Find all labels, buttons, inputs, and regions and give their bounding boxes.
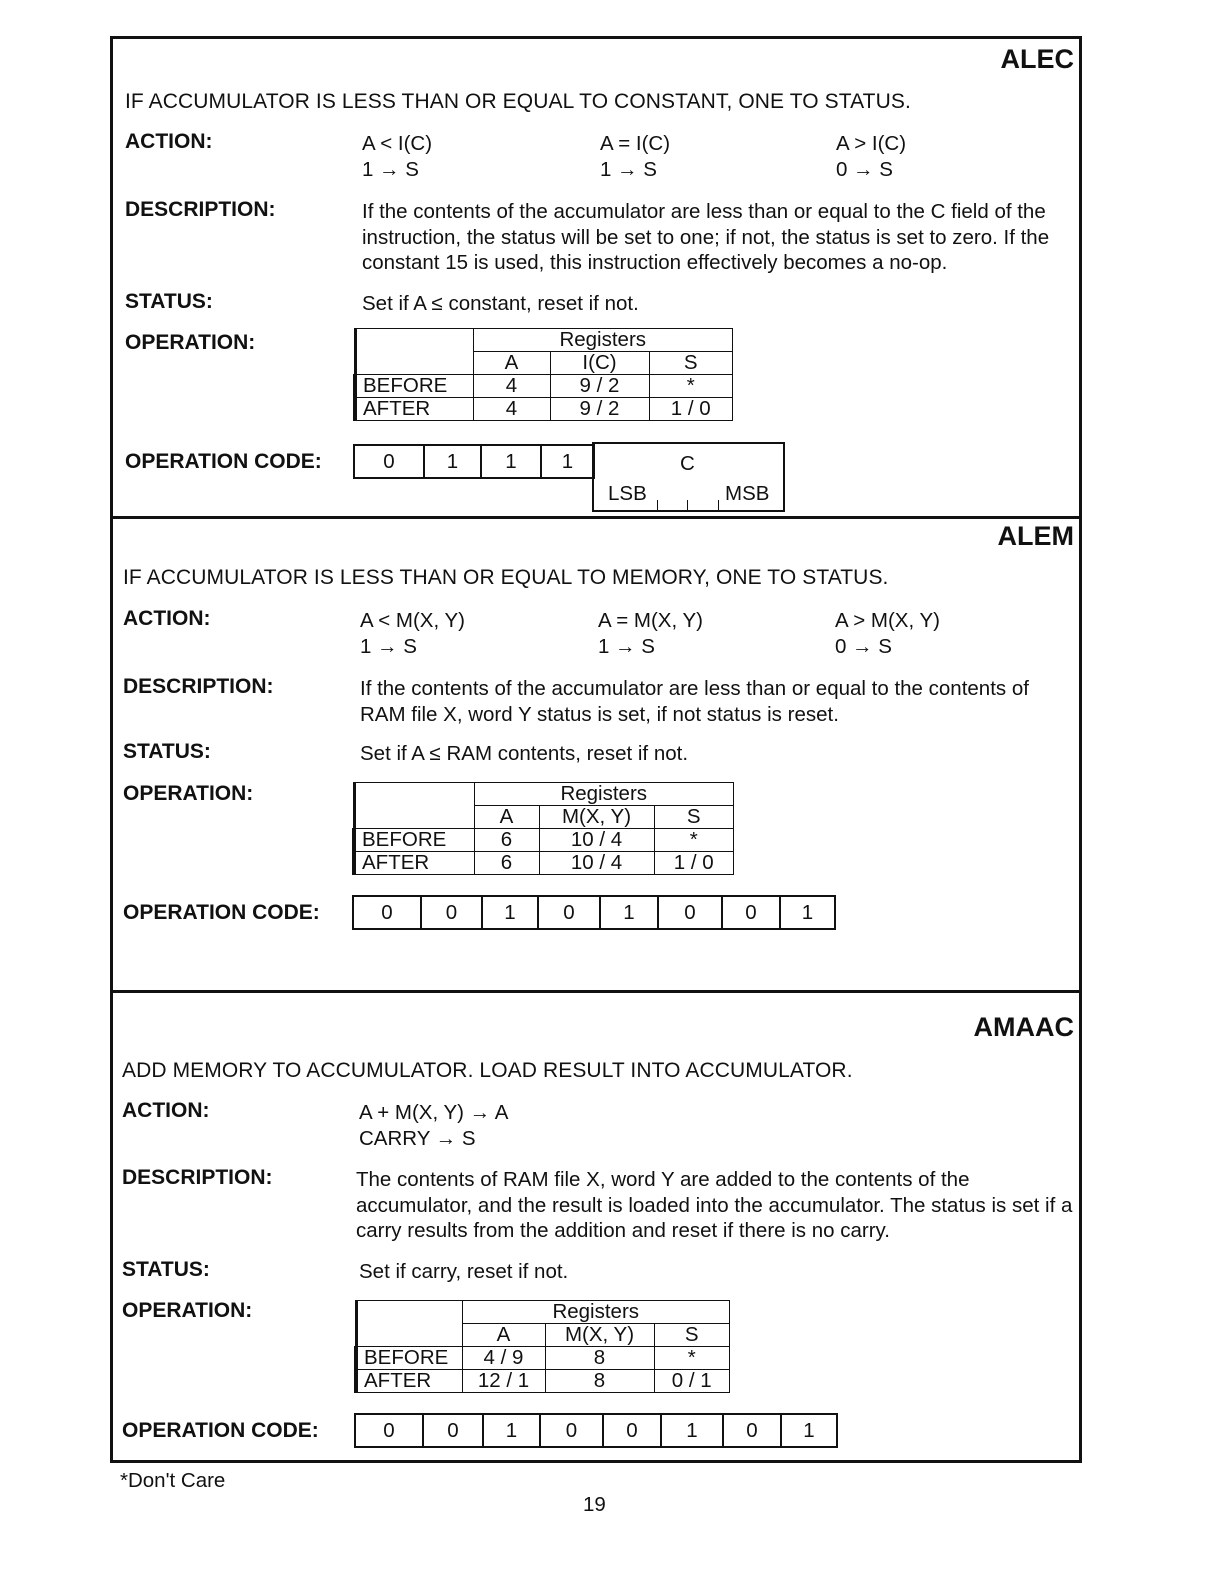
opcode-bit: 1 (425, 446, 482, 477)
opcode-bit: 0 (356, 1415, 424, 1446)
opcode-bit: 0 (422, 897, 483, 928)
footnote: *Don't Care (120, 1469, 226, 1492)
status-label: STATUS: (125, 290, 213, 313)
row-label: AFTER (356, 1370, 462, 1393)
register-table (352, 782, 734, 875)
action-result: 1 → S (600, 157, 657, 181)
action-result: 1 → S (360, 634, 417, 658)
opcode-bit: 0 (541, 1415, 604, 1446)
row-label: AFTER (354, 852, 474, 875)
status-text: Set if carry, reset if not. (359, 1260, 569, 1283)
headline: IF ACCUMULATOR IS LESS THAN OR EQUAL TO MEMORY, ONE TO STATUS. (123, 566, 889, 589)
opcode-box (352, 895, 836, 930)
description-text: The contents of RAM file X, word Y are added to the contents of the accumulator, and the result is loaded into the accumulator. The status is set if a carry results from the addition and reset if there is no carry. (356, 1168, 1073, 1242)
description-text: If the contents of the accumulator are less than or equal to the C field of the instruction, the status will be set to one; if not, the status is set to zero. If the constant 15 is used, this instruction effectively becomes a no-op. (362, 200, 1050, 274)
action-case (598, 608, 703, 659)
column-header: S (649, 352, 733, 375)
opcode-bit: 1 (482, 446, 542, 477)
headline: IF ACCUMULATOR IS LESS THAN OR EQUAL TO CONSTANT, ONE TO STATUS. (125, 90, 911, 113)
table-cell: * (649, 375, 733, 398)
description-label: DESCRIPTION: (123, 675, 274, 698)
table-cell: 10 / 4 (539, 829, 654, 852)
action-condition: A = M(X, Y) (598, 609, 704, 632)
action-case (600, 131, 670, 182)
operation-code-label: OPERATION CODE: (125, 450, 322, 473)
action-line: CARRY → S (359, 1126, 476, 1150)
bit-tick (657, 500, 658, 510)
opcode-bit: 1 (601, 897, 659, 928)
section-divider (110, 990, 1082, 993)
row-label: AFTER (355, 398, 473, 421)
status-text: Set if A ≤ RAM contents, reset if not. (360, 742, 689, 765)
corner-cell (355, 329, 473, 375)
column-header: M(X, Y) (539, 806, 654, 829)
action-label: ACTION: (125, 130, 213, 153)
opcode-bit: 1 (803, 1418, 815, 1442)
table-cell: 12 / 1 (462, 1370, 545, 1393)
table-cell: 4 (473, 375, 550, 398)
action-condition: A < M(X, Y) (360, 609, 466, 632)
action-result: 0 → S (836, 157, 893, 181)
opcode-bit: 0 (539, 897, 601, 928)
mnemonic: ALEC (1000, 44, 1074, 74)
action-label: ACTION: (122, 1099, 210, 1122)
action-case (836, 131, 906, 182)
table-cell: 1 / 0 (649, 398, 733, 421)
action-case (360, 608, 465, 659)
table-cell: 1 / 0 (654, 852, 734, 875)
column-header: A (474, 806, 539, 829)
row-label: BEFORE (355, 375, 473, 398)
action-result: 1 → S (362, 157, 419, 181)
opcode-bit: 0 (354, 897, 422, 928)
table-cell: 8 (545, 1347, 654, 1370)
status-label: STATUS: (123, 740, 211, 763)
table-cell: 4 (473, 398, 550, 421)
c-field-label: C (680, 452, 695, 475)
row-label: BEFORE (356, 1347, 462, 1370)
opcode-bit: 1 (561, 449, 574, 473)
status-label: STATUS: (122, 1258, 210, 1281)
register-table (354, 1300, 730, 1393)
description-text: If the contents of the accumulator are less than or equal to the contents of RAM file X, word Y status is set, if not status is reset. (360, 677, 1029, 726)
action-case (359, 1100, 508, 1151)
section-divider (110, 516, 1082, 519)
bit-tick (687, 500, 688, 510)
msb-label: MSB (725, 482, 770, 505)
opcode-box (354, 1413, 838, 1448)
table-cell: * (654, 829, 734, 852)
corner-cell (354, 783, 474, 829)
action-case (362, 131, 432, 182)
column-header: A (462, 1324, 545, 1347)
table-cell: 4 / 9 (462, 1347, 545, 1370)
opcode-bit: 0 (604, 1415, 662, 1446)
lsb-label: LSB (608, 482, 647, 505)
operation-code-label: OPERATION CODE: (123, 901, 320, 924)
operation-code-label: OPERATION CODE: (122, 1419, 319, 1442)
opcode-bit: 1 (483, 897, 539, 928)
action-label: ACTION: (123, 607, 211, 630)
operation-label: OPERATION: (122, 1299, 253, 1322)
c-field-box (592, 442, 785, 512)
corner-cell (356, 1301, 462, 1347)
opcode-bit: 1 (801, 900, 814, 924)
page-number: 19 (583, 1493, 606, 1516)
opcode-bit: 0 (724, 1415, 782, 1446)
action-case (835, 608, 940, 659)
action-result: 0 → S (835, 634, 892, 658)
action-result: 1 → S (598, 634, 655, 658)
registers-header: Registers (473, 329, 733, 352)
bit-tick (718, 500, 719, 510)
column-header: M(X, Y) (545, 1324, 654, 1347)
column-header: I(C) (550, 352, 649, 375)
opcode-bit: 0 (355, 446, 425, 477)
operation-label: OPERATION: (123, 782, 254, 805)
mnemonic: ALEM (997, 521, 1074, 551)
register-table (353, 328, 733, 421)
headline: ADD MEMORY TO ACCUMULATOR. LOAD RESULT INTO ACCUMULATOR. (122, 1059, 853, 1082)
opcode-bit: 0 (424, 1415, 484, 1446)
opcode-box (353, 444, 595, 479)
table-cell: 0 / 1 (654, 1370, 730, 1393)
description-label: DESCRIPTION: (122, 1166, 273, 1189)
column-header: S (654, 806, 734, 829)
operation-label: OPERATION: (125, 331, 256, 354)
table-cell: 6 (474, 829, 539, 852)
registers-header: Registers (474, 783, 734, 806)
status-text: Set if A ≤ constant, reset if not. (362, 292, 639, 315)
opcode-bit: 0 (723, 897, 781, 928)
mnemonic: AMAAC (973, 1012, 1074, 1042)
action-condition: A > I(C) (836, 132, 907, 155)
action-condition: A < I(C) (362, 132, 433, 155)
opcode-bit: 1 (484, 1415, 541, 1446)
action-condition: A > M(X, Y) (835, 609, 941, 632)
row-label: BEFORE (354, 829, 474, 852)
opcode-bit: 1 (662, 1415, 724, 1446)
column-header: A (473, 352, 550, 375)
table-cell: 10 / 4 (539, 852, 654, 875)
opcode-bit: 0 (659, 897, 723, 928)
table-cell: 9 / 2 (550, 398, 649, 421)
table-cell: * (654, 1347, 730, 1370)
table-cell: 8 (545, 1370, 654, 1393)
column-header: S (654, 1324, 730, 1347)
registers-header: Registers (462, 1301, 730, 1324)
action-condition: A = I(C) (600, 132, 671, 155)
table-cell: 6 (474, 852, 539, 875)
table-cell: 9 / 2 (550, 375, 649, 398)
action-line: A + M(X, Y) → A (359, 1101, 509, 1124)
description-label: DESCRIPTION: (125, 198, 276, 221)
